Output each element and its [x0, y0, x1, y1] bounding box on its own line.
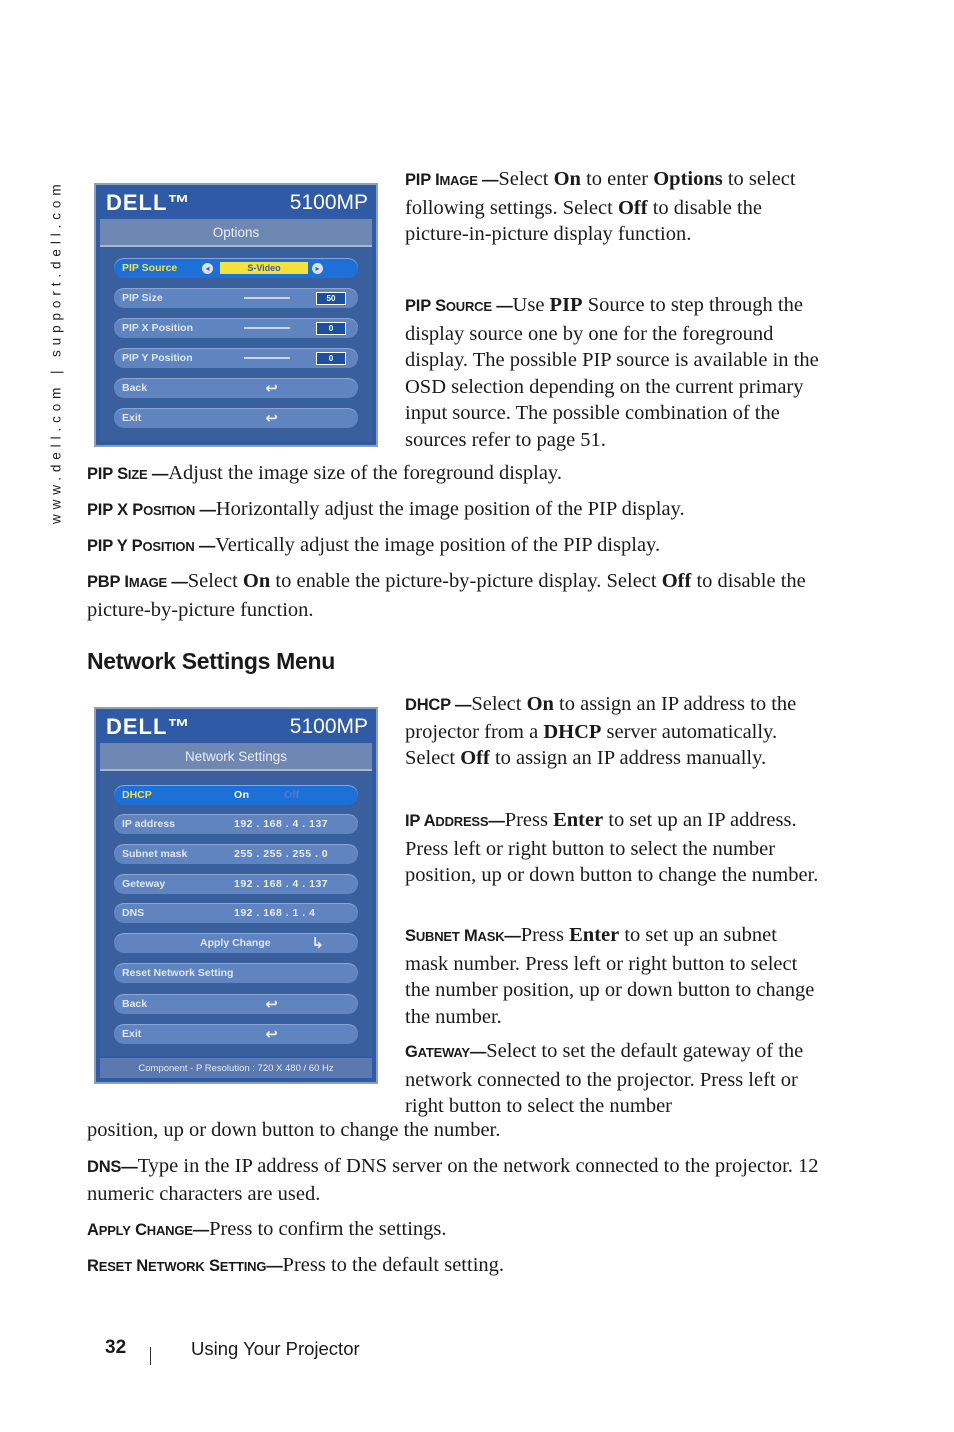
osd-row-exit[interactable]: [114, 1024, 358, 1044]
osd-title: Network Settings: [100, 743, 372, 771]
dns-value: 192 . 168 . 1 . 4: [234, 907, 316, 919]
dell-logo: DELL™: [106, 190, 191, 215]
side-url: www.dell.com | support.dell.com: [48, 179, 64, 525]
row-label: Back: [122, 382, 148, 394]
size-slider[interactable]: [244, 297, 290, 299]
osd-row-pip-size[interactable]: [114, 288, 358, 308]
enter-icon: ↩: [265, 410, 278, 427]
osd-row-back[interactable]: [114, 994, 358, 1014]
osd-header: [100, 189, 372, 217]
osd-row-pip-x[interactable]: [114, 318, 358, 338]
dell-logo: DELL™: [106, 714, 191, 739]
subnet-mask-desc: SUBNET MASK—Press Enter to set up an subnet mask number. Press left or right button to select the number position, up or down button to change the number.: [405, 924, 815, 1028]
row-label: Exit: [122, 412, 142, 424]
right-arrow-icon[interactable]: ▸: [312, 263, 323, 274]
row-label: DNS: [122, 907, 145, 919]
osd-row-pip-source[interactable]: [114, 258, 358, 278]
osd-header: [100, 713, 372, 741]
row-label: DHCP: [122, 789, 152, 801]
pip-y-desc: PIP Y POSITION —Vertically adjust the image position of the PIP display.: [87, 534, 661, 556]
y-slider[interactable]: [244, 357, 290, 359]
osd-network-menu: [94, 707, 378, 1084]
gateway-desc: GATEWAY—Select to set the default gateway of the network connected to the projector. Press left or right button to select the number: [405, 1040, 804, 1117]
term: PIP Y POSITION —: [87, 537, 216, 555]
osd-options-menu: [94, 183, 378, 447]
row-label: Back: [122, 998, 148, 1010]
dhcp-on[interactable]: On: [234, 789, 250, 801]
row-label: Reset Network Setting: [122, 967, 234, 979]
model-name: 5100MP: [289, 715, 368, 738]
row-label: PIP Y Position: [122, 352, 193, 364]
osd-row-pip-y[interactable]: [114, 348, 358, 368]
osd-status-bar: Component - P Resolution : 720 X 480 / 60 Hz: [100, 1058, 372, 1078]
term: IP ADDRESS—: [405, 812, 505, 830]
row-label: IP address: [122, 818, 175, 830]
reset-network-desc: RESET NETWORK SETTING—Press to the default setting.: [87, 1254, 505, 1276]
osd-row-reset-network[interactable]: [114, 963, 358, 983]
row-label: Apply Change: [200, 937, 271, 949]
osd-row-dhcp[interactable]: [114, 785, 358, 805]
enter-icon: ↩: [265, 1026, 278, 1043]
term: APPLY CHANGE—: [87, 1221, 210, 1239]
model-name: 5100MP: [289, 191, 368, 214]
enter-icon: ↩: [265, 380, 278, 397]
section-heading: Network Settings Menu: [87, 648, 336, 674]
apply-change-desc: APPLY CHANGE—Press to confirm the settings.: [87, 1218, 447, 1240]
osd-row-exit[interactable]: [114, 408, 358, 428]
term: DNS—: [87, 1158, 138, 1176]
page-number: 32: [105, 1337, 127, 1358]
row-label: PIP Size: [122, 292, 163, 304]
pip-image-desc: PIP IMAGE —Select On to enter Options to select following settings. Select Off to disable the picture-in-picture display function.: [405, 168, 796, 245]
term: PIP SIZE —: [87, 465, 169, 483]
osd-row-gateway[interactable]: [114, 874, 358, 894]
footer-title: Using Your Projector: [191, 1338, 360, 1359]
osd-row-dns[interactable]: [114, 903, 358, 923]
osd-body: [100, 771, 372, 1056]
row-label: Geteway: [122, 878, 166, 890]
osd-body: [100, 247, 372, 441]
apply-icon: ↳: [311, 935, 324, 952]
pbp-image-desc: PBP IMAGE —Select On to enable the picture-by-picture display. Select Off to disable the picture-by-picture function.: [87, 570, 806, 621]
enter-icon: ↩: [265, 996, 278, 1013]
term: PIP SOURCE —: [405, 297, 513, 315]
osd-row-back[interactable]: [114, 378, 358, 398]
ip-value: 192 . 168 . 4 . 137: [234, 818, 329, 830]
term: PBP IMAGE —: [87, 573, 188, 591]
osd-title: Options: [100, 219, 372, 247]
dhcp-off[interactable]: Off: [284, 789, 300, 801]
x-slider[interactable]: [244, 327, 290, 329]
footer-divider: [150, 1347, 151, 1365]
term: DHCP —: [405, 696, 472, 714]
term: RESET NETWORK SETTING—: [87, 1257, 283, 1275]
row-label: PIP Source: [122, 262, 178, 274]
term: PIP X POSITION —: [87, 501, 216, 519]
row-label: Subnet mask: [122, 848, 188, 860]
y-value: 0: [316, 352, 346, 365]
gateway-value: 192 . 168 . 4 . 137: [234, 878, 329, 890]
dhcp-desc: DHCP —Select On to assign an IP address to the projector from a DHCP server automatically. Select Off to assign an IP address manually.: [405, 693, 797, 769]
x-value: 0: [316, 322, 346, 335]
term: SUBNET MASK—: [405, 927, 521, 945]
left-arrow-icon[interactable]: ◂: [202, 263, 213, 274]
osd-row-ip-address[interactable]: [114, 814, 358, 834]
dns-desc: DNS—Type in the IP address of DNS server on the network connected to the projector. 12 numeric characters are used.: [87, 1155, 819, 1205]
pip-source-value: S-Video: [220, 262, 308, 274]
pip-size-desc: PIP SIZE —Adjust the image size of the foreground display.: [87, 462, 562, 484]
row-label: PIP X Position: [122, 322, 193, 334]
osd-row-subnet-mask[interactable]: [114, 844, 358, 864]
osd-row-apply-change[interactable]: [114, 933, 358, 953]
row-label: Exit: [122, 1028, 142, 1040]
pip-x-desc: PIP X POSITION —Horizontally adjust the image position of the PIP display.: [87, 498, 685, 520]
ip-address-desc: IP ADDRESS—Press Enter to set up an IP address. Press left or right button to select the number position, up or down button to change the number.: [405, 809, 819, 886]
gateway-desc-cont: position, up or down button to change the number.: [87, 1119, 501, 1141]
term: PIP IMAGE —: [405, 171, 499, 189]
pip-source-desc: PIP SOURCE —Use PIP Source to step through the display source one by one for the foreground display. The possible PIP source is available in the OSD selection depending on the current primary input source. The possible combination of the sources refer to page 51.: [405, 294, 819, 451]
term: GATEWAY—: [405, 1043, 487, 1061]
subnet-value: 255 . 255 . 255 . 0: [234, 848, 329, 860]
size-value: 50: [316, 292, 346, 305]
